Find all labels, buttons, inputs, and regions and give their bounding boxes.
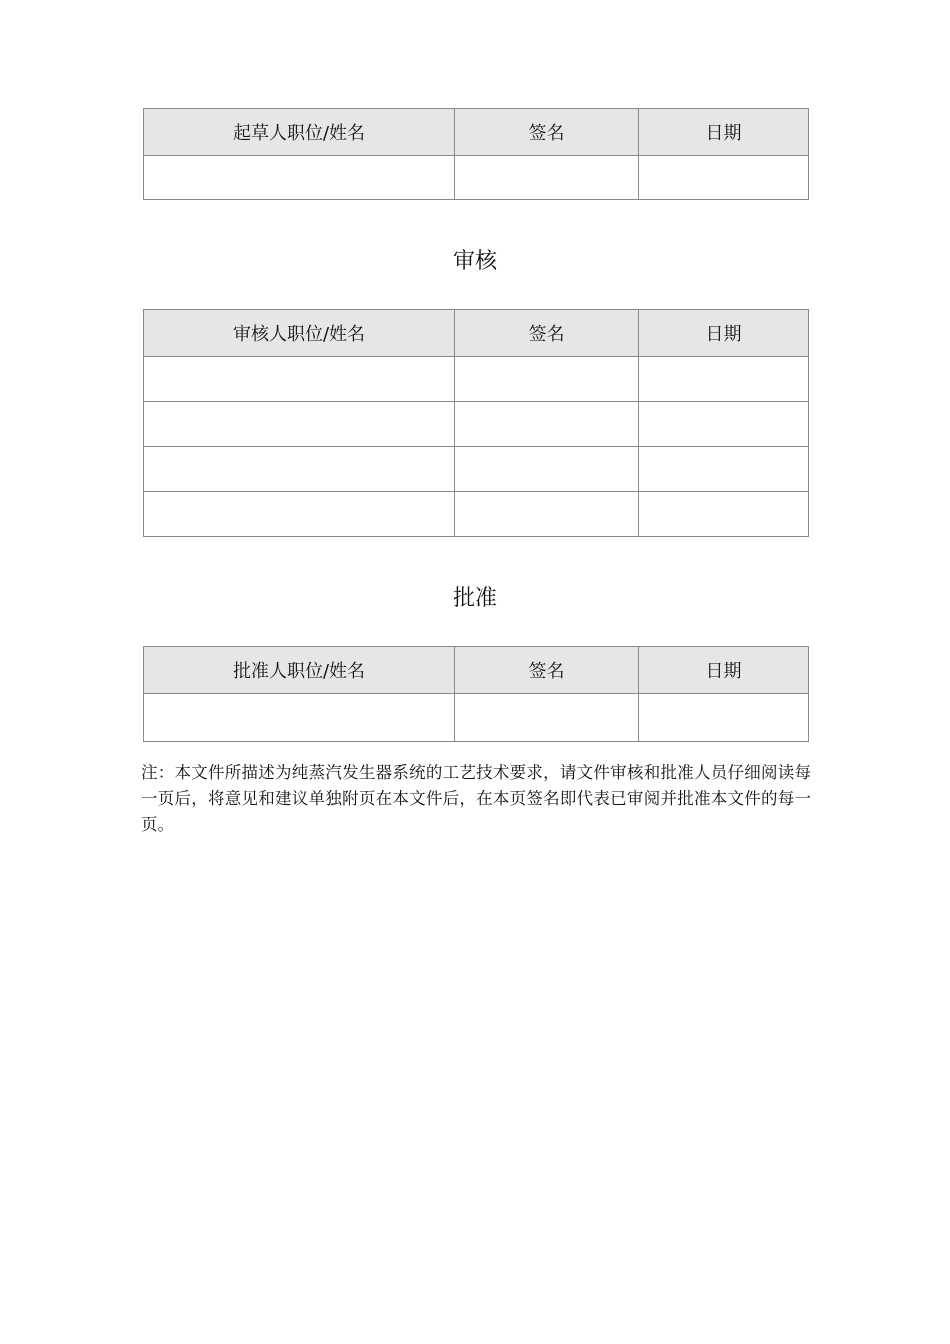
table-header-row [144,310,809,357]
table-row [144,402,809,447]
reviewer-signature-cell[interactable] [455,402,639,447]
approver-role-name-cell[interactable] [144,694,455,742]
reviewer-role-name-cell[interactable] [144,402,455,447]
approval-note: 注：本文件所描述为纯蒸汽发生器系统的工艺技术要求，请文件审核和批准人员仔细阅读每一页后，将意见和建议单独附页在本文件后，在本页签名即代表已审阅并批准本文件的每一页。 [141,763,811,834]
drafter-role-name-cell[interactable] [144,156,455,200]
date-header: 日期 [639,647,809,694]
drafter-role-name-header: 起草人职位/姓名 [144,109,455,156]
reviewer-date-cell[interactable] [639,357,809,402]
reviewer-date-cell[interactable] [639,492,809,537]
approver-role-name-header: 批准人职位/姓名 [144,647,455,694]
table-row [144,357,809,402]
approver-signature-cell[interactable] [455,694,639,742]
reviewer-signature-cell[interactable] [455,492,639,537]
reviewer-role-name-header: 审核人职位/姓名 [144,310,455,357]
drafter-signature-table [143,108,809,200]
reviewer-role-name-cell[interactable] [144,492,455,537]
approval-section-heading: 批准 [452,586,497,611]
reviewer-date-cell[interactable] [639,447,809,492]
reviewer-signature-cell[interactable] [455,357,639,402]
drafter-date-cell[interactable] [639,156,809,200]
date-header: 日期 [639,310,809,357]
signature-header: 签名 [455,647,639,694]
drafter-signature-cell[interactable] [455,156,639,200]
signature-header: 签名 [455,109,639,156]
signature-header: 签名 [455,310,639,357]
table-row [144,694,809,742]
approver-signature-table [143,646,809,742]
table-row [144,156,809,200]
table-header-row [144,647,809,694]
reviewer-date-cell[interactable] [639,402,809,447]
reviewer-signature-table [143,309,809,537]
reviewer-role-name-cell[interactable] [144,447,455,492]
table-row [144,492,809,537]
date-header: 日期 [639,109,809,156]
review-section-heading: 审核 [452,249,497,274]
table-row [144,447,809,492]
approver-date-cell[interactable] [639,694,809,742]
table-header-row [144,109,809,156]
reviewer-signature-cell[interactable] [455,447,639,492]
reviewer-role-name-cell[interactable] [144,357,455,402]
